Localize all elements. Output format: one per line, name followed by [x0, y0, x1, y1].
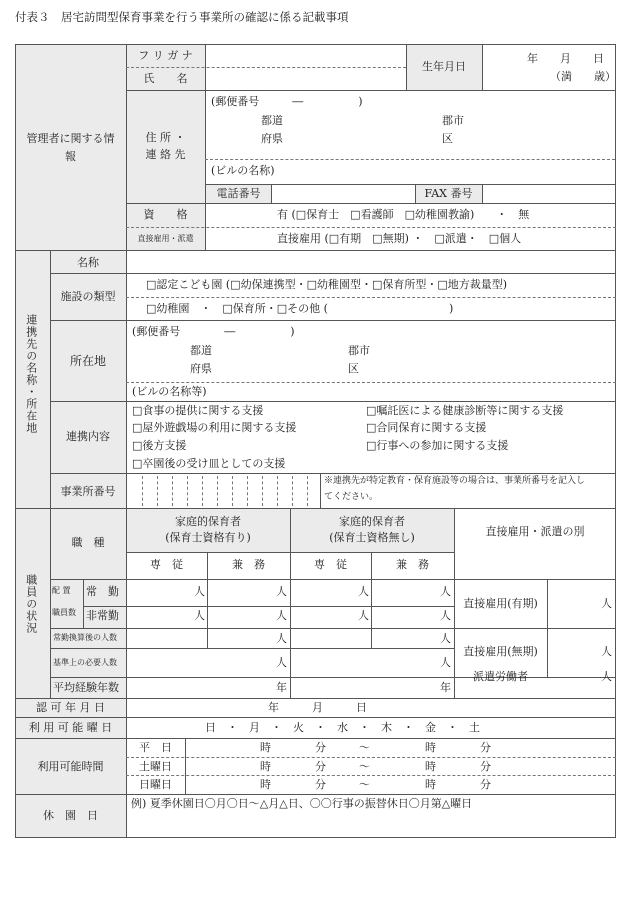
content-item-6[interactable]: □行事への参加に関する支援: [366, 439, 509, 452]
holiday-example[interactable]: 例) 夏季休園日〇月〇日〜△月△日、〇〇行事の振替休日〇月第△曜日: [131, 797, 473, 810]
manager-todofuken-2: 府県: [261, 132, 283, 145]
available-days-label: 利 用 可 能 曜 日: [28, 721, 113, 734]
col-qualified-label: 家庭的保育者: [175, 515, 241, 528]
partner-building[interactable]: (ビルの名称等): [132, 385, 207, 398]
emp-dispatch-label: 派遣労働者: [473, 670, 528, 683]
fax-label: FAX 番号: [424, 187, 473, 200]
weekday-time[interactable]: 時 分 〜 時 分: [260, 741, 491, 754]
facility-type-line2[interactable]: □幼稚園 ・ □保育所・□その他 ( ): [146, 302, 454, 315]
employment-label: 直接雇用・派遣: [137, 234, 194, 243]
manager-postal[interactable]: (郵便番号 ― ): [211, 95, 363, 108]
content-item-4[interactable]: □合同保育に関する支援: [366, 421, 487, 434]
unit-person: 人: [276, 632, 287, 645]
fax-input[interactable]: [485, 186, 613, 201]
birth-date-value[interactable]: 年 月 日: [527, 52, 604, 65]
office-number-label: 事業所番号: [60, 485, 116, 498]
unit-person: 人: [194, 585, 205, 598]
avg-experience-label: 平均経験年数: [53, 681, 119, 694]
col-unqualified-label: 家庭的保育者: [339, 515, 405, 528]
col-employment-label: 直接雇用・派遣の別: [485, 525, 585, 538]
unit-person: 人: [601, 670, 612, 683]
saturday-label: 土曜日: [139, 760, 172, 773]
approval-date-label: 認 可 年 月 日: [36, 701, 105, 714]
content-item-7[interactable]: □卒園後の受け皿としての支援: [132, 457, 286, 470]
saturday-time[interactable]: 時 分 〜 時 分: [260, 760, 491, 773]
contact-label: 連 絡 先: [145, 148, 186, 161]
manager-todofuken-1: 都道: [261, 114, 283, 127]
manager-building[interactable]: (ビルの名称): [211, 164, 275, 177]
address-label: 住 所 ・: [145, 131, 186, 144]
content-item-5[interactable]: □後方支援: [132, 439, 187, 452]
partner-gunshi-1: 郡市: [348, 344, 370, 357]
form-table: [15, 44, 616, 838]
partner-gunshi-2: 区: [348, 362, 359, 375]
office-note-1: ※連携先が特定教育・保育施設等の場合は、事業所番号を記入し: [324, 476, 586, 486]
unit-person: 人: [440, 585, 451, 598]
nonregular-label: 非常勤: [86, 609, 119, 622]
phone-input[interactable]: [274, 186, 412, 201]
staff-count-label: 職員数: [52, 608, 76, 617]
weekday-label: 平 日: [139, 741, 172, 754]
manager-section-label-2: 報: [65, 150, 76, 163]
partner-section-label: 連携先の名称・所在地: [24, 314, 38, 434]
office-number-input[interactable]: [128, 475, 318, 506]
emp-fixed-label: 直接雇用(有期): [463, 597, 538, 610]
qualification-options[interactable]: 有 (□保育士 □看護師 □幼稚園教諭) ・ 無: [277, 208, 530, 221]
unit-person: 人: [601, 645, 612, 658]
job-type-label: 職 種: [71, 536, 105, 549]
partner-location-label: 所在地: [69, 354, 106, 368]
unit-person: 人: [358, 609, 369, 622]
partner-content-label: 連携内容: [66, 430, 110, 443]
partner-todofuken-2: 府県: [190, 362, 212, 375]
fulltime-label-1: 専 従: [150, 558, 183, 571]
furigana-label: フ リ ガ ナ: [138, 49, 193, 62]
facility-type-line1[interactable]: □認定こども園 (□幼保連携型・□幼稚園型・□保育所型・□地方裁量型): [146, 278, 508, 291]
fte-label: 常勤換算後の人数: [53, 633, 117, 642]
facility-type-label: 施設の類型: [60, 290, 116, 303]
birth-date-label: 生年月日: [422, 60, 466, 73]
employment-options[interactable]: 直接雇用 (□有期 □無期) ・ □派遣・ □個人: [277, 232, 522, 245]
unit-person: 人: [276, 585, 287, 598]
manager-gunshi-2: 区: [442, 132, 453, 145]
unit-person: 人: [194, 609, 205, 622]
unit-person: 人: [276, 609, 287, 622]
partner-postal[interactable]: (郵便番号 ― ): [132, 325, 295, 338]
col-qualified-sublabel: (保育士資格有り): [165, 531, 251, 544]
col-unqualified-sublabel: (保育士資格無し): [329, 531, 415, 544]
staff-section-label: 職員の状況: [24, 574, 38, 634]
regular-label: 常 勤: [86, 585, 119, 598]
available-hours-label: 利用可能時間: [37, 760, 104, 773]
content-item-1[interactable]: □食事の提供に関する支援: [132, 404, 264, 417]
form-title: 付表３ 居宅訪問型保育事業を行う事業所の確認に係る記載事項: [15, 10, 349, 24]
name-input[interactable]: [208, 70, 405, 88]
emp-indefinite-label: 直接雇用(無期): [463, 645, 538, 658]
birth-age-value: （満 歳）: [550, 70, 616, 83]
phone-label: 電話番号: [216, 187, 261, 200]
partner-name-input[interactable]: [129, 254, 613, 271]
unit-year: 年: [276, 681, 287, 694]
qualification-label: 資 格: [143, 208, 188, 221]
fulltime-label-2: 専 従: [314, 558, 347, 571]
approval-date-value[interactable]: 年 月 日: [268, 701, 367, 714]
furigana-input[interactable]: [208, 48, 405, 66]
partner-todofuken-1: 都道: [190, 344, 212, 357]
unit-person: 人: [276, 656, 287, 669]
manager-section-label: 管理者に関する情: [26, 132, 115, 145]
parttime-label-1: 兼 務: [232, 558, 265, 571]
office-note-2: てください。: [324, 492, 379, 502]
content-item-2[interactable]: □嘱託医による健康診断等に関する支援: [366, 404, 564, 417]
sunday-time[interactable]: 時 分 〜 時 分: [260, 778, 491, 791]
required-label: 基準上の必要人数: [53, 658, 117, 667]
content-item-3[interactable]: □屋外遊戯場の利用に関する支援: [132, 421, 297, 434]
unit-person: 人: [601, 597, 612, 610]
manager-gunshi-1: 郡市: [442, 114, 464, 127]
unit-year: 年: [440, 681, 451, 694]
placement-label: 配 置: [52, 586, 71, 595]
available-days-options[interactable]: 日 ・ 月 ・ 火 ・ 水 ・ 木 ・ 金 ・ 土: [205, 721, 480, 734]
unit-person: 人: [440, 632, 451, 645]
holiday-label: 休 園 日: [43, 809, 98, 822]
name-label: 氏 名: [143, 72, 188, 85]
sunday-label: 日曜日: [139, 778, 172, 791]
unit-person: 人: [440, 656, 451, 669]
parttime-label-2: 兼 務: [396, 558, 429, 571]
unit-person: 人: [358, 585, 369, 598]
partner-name-label: 名称: [77, 256, 99, 269]
unit-person: 人: [440, 609, 451, 622]
